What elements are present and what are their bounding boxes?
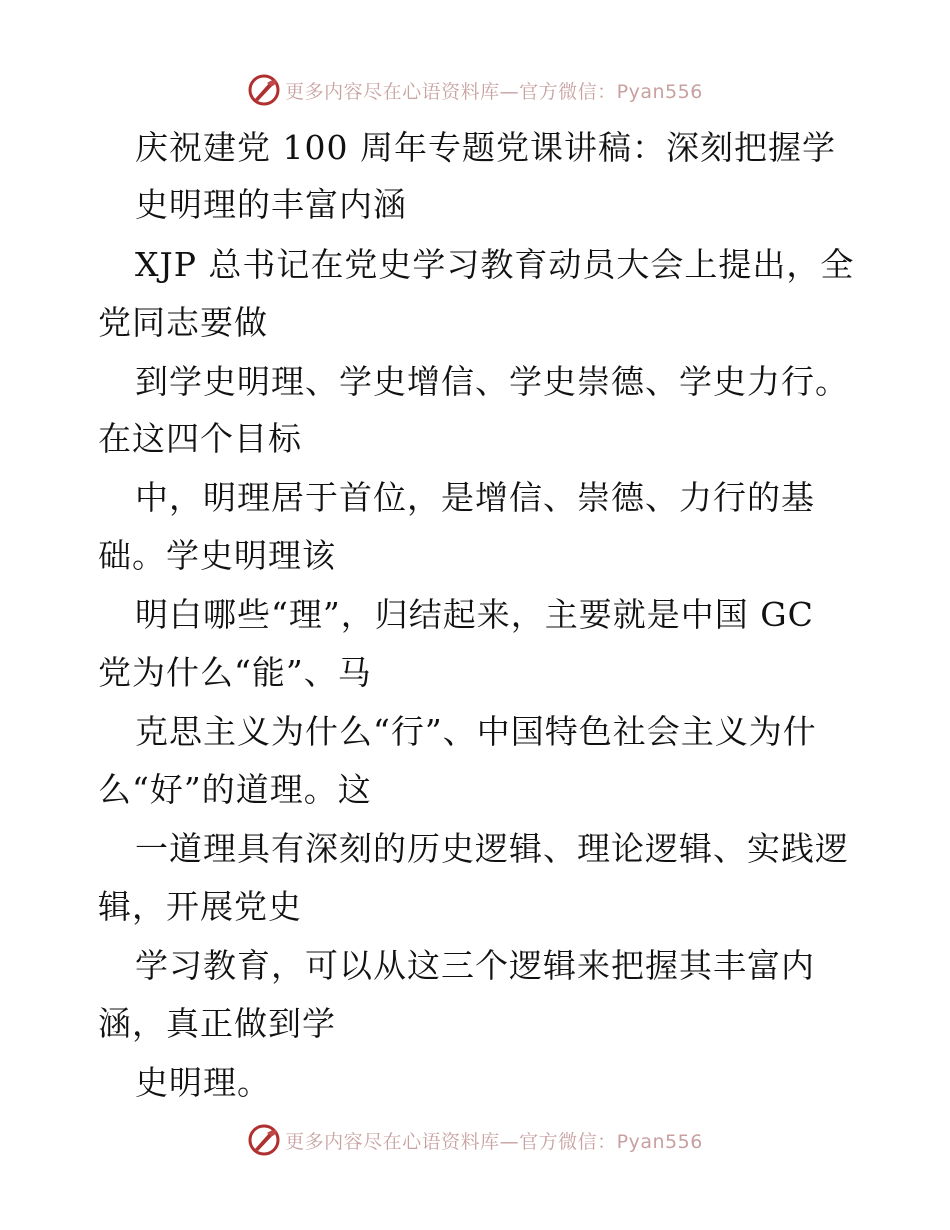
body-line-15: 史明理。 bbox=[135, 1063, 271, 1102]
body-line-2: 党同志要做 bbox=[98, 303, 268, 342]
body-line-12: 辑，开展党史 bbox=[98, 887, 302, 926]
body-line-10: 么“好”的道理。这 bbox=[98, 770, 372, 809]
quill-logo-icon bbox=[247, 1123, 281, 1157]
body-line-5: 中，明理居于首位，是增信、崇德、力行的基 bbox=[135, 478, 815, 517]
body-line-11: 一道理具有深刻的历史逻辑、理论逻辑、实践逻 bbox=[135, 829, 849, 868]
document-title-line-2: 史明理的丰富内涵 bbox=[135, 185, 407, 224]
body-line-9: 克思主义为什么“行”、中国特色社会主义为什 bbox=[135, 712, 817, 751]
body-line-13: 学习教育，可以从这三个逻辑来把握其丰富内 bbox=[135, 946, 815, 985]
body-line-8: 党为什么“能”、马 bbox=[98, 653, 372, 692]
document-title-line-1: 庆祝建党 100 周年专题党课讲稿：深刻把握学 bbox=[135, 128, 836, 167]
header-banner-text: 更多内容尽在心语资料库—官方微信：Pyan556 bbox=[285, 80, 703, 103]
footer-banner-text: 更多内容尽在心语资料库—官方微信：Pyan556 bbox=[285, 1130, 703, 1153]
body-line-4: 在这四个目标 bbox=[98, 419, 302, 458]
body-line-6: 础。学史明理该 bbox=[98, 536, 336, 575]
body-line-3: 到学史明理、学史增信、学史崇德、学史力行。 bbox=[135, 362, 849, 401]
footer-banner bbox=[0, 1120, 950, 1160]
body-line-7: 明白哪些“理”，归结起来，主要就是中国 GC bbox=[135, 595, 814, 634]
body-line-14: 涵，真正做到学 bbox=[98, 1004, 336, 1043]
body-line-1: XJP 总书记在党史学习教育动员大会上提出，全 bbox=[135, 245, 855, 284]
